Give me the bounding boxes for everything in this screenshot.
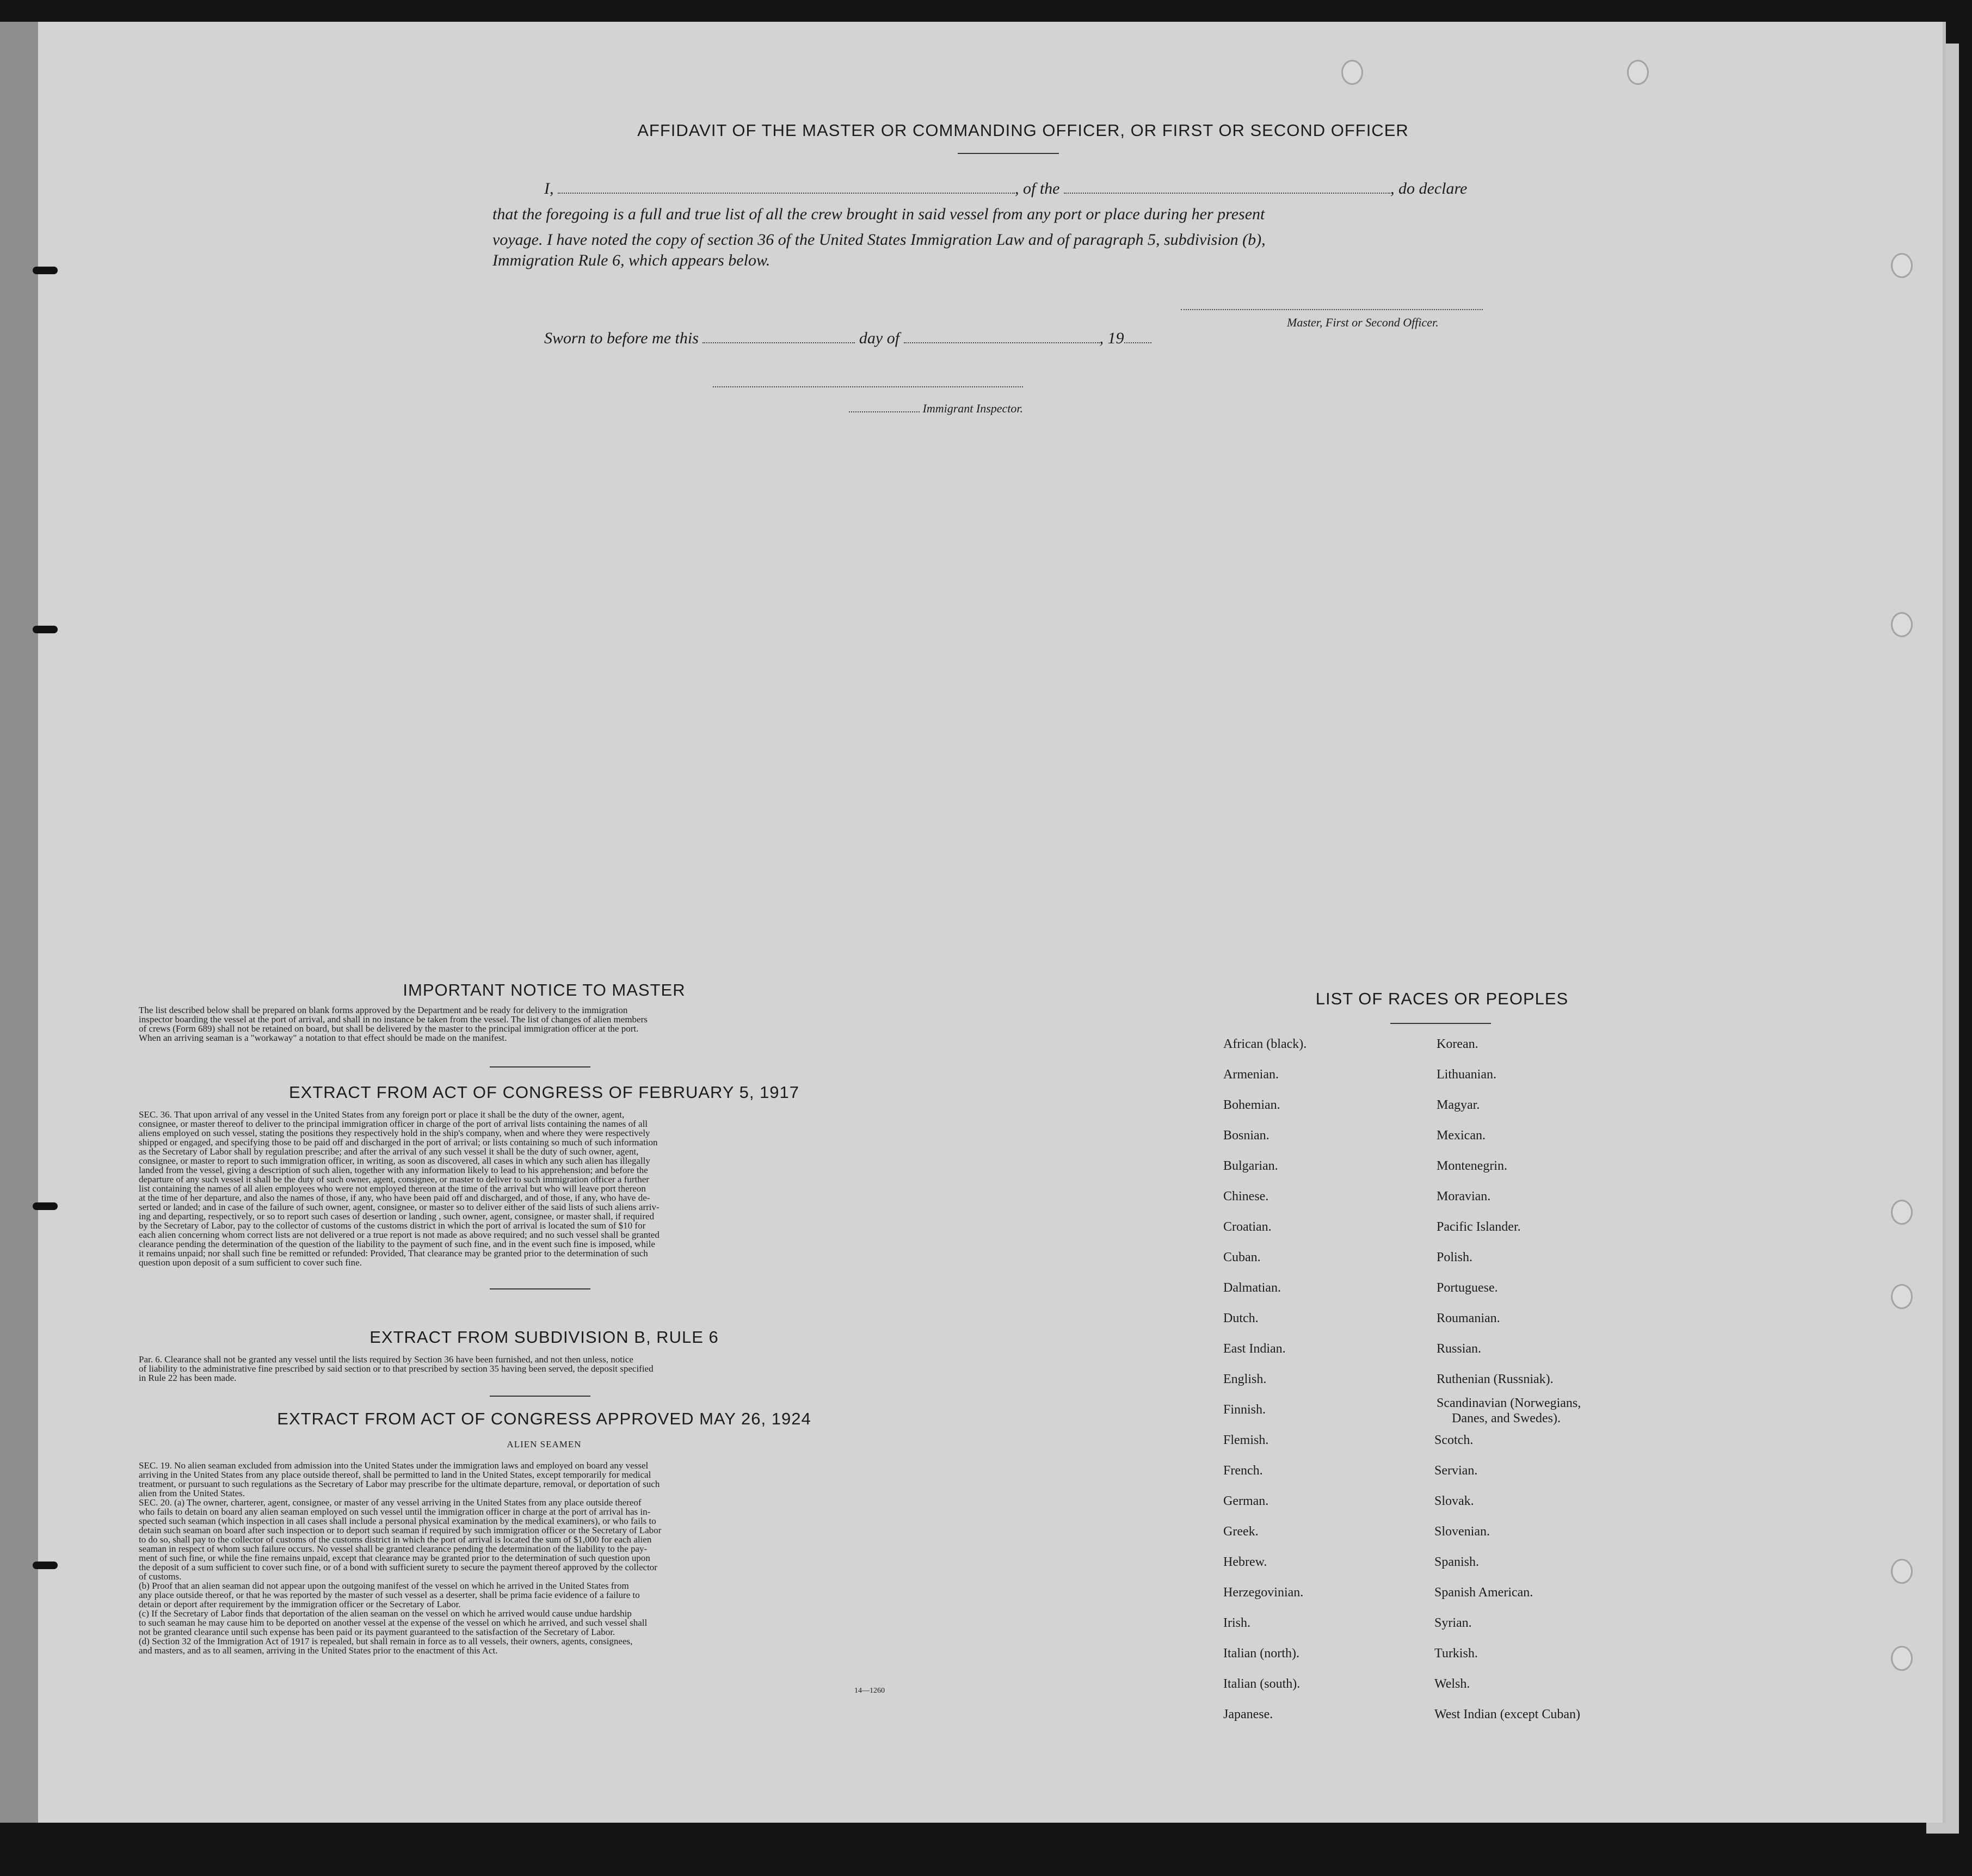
notice-line: inspector boarding the vessel at the port of arrival, and shall in no instance be taken from the vessel. The list of changes of alien members — [139, 1014, 648, 1025]
extract-line: not be granted clearance until such expense has been paid or its payment guaranteed to the satisfaction of the Secretary of Labor. — [139, 1627, 615, 1637]
race-item: Scandinavian (Norwegians, — [1437, 1396, 1581, 1410]
extract-1924-text — [139, 1461, 933, 1655]
extract-1924-title: EXTRACT FROM ACT OF CONGRESS APPROVED MAY 26, 1924 — [277, 1409, 811, 1428]
extract-line: clearance pending the determination of the question of the liability to the payment of such fine, and in the event such fine is imposed, while — [139, 1239, 655, 1249]
race-item: East Indian. — [1223, 1342, 1286, 1356]
race-item: Servian. — [1434, 1464, 1478, 1478]
race-item: Polish. — [1437, 1250, 1473, 1264]
race-item: Portuguese. — [1437, 1281, 1498, 1295]
extract-line: at the time of her departure, and also the names of those, if any, who have been paid off and discharged, and of those, if any, who have de- — [139, 1193, 650, 1203]
extract-line: detain such seaman on board after such inspection or to deport such seaman if required by such immigration officer or the Secretary of Labor — [139, 1525, 662, 1535]
race-item: Syrian. — [1434, 1616, 1472, 1630]
inspector-signature-line[interactable] — [713, 386, 1023, 387]
race-item: Slovak. — [1434, 1494, 1474, 1508]
race-item: English. — [1223, 1372, 1267, 1386]
extract-line: SEC. 20. (a) The owner, charterer, agent, consignee, or master of any vessel arriving in the United States from any place outside thereof — [139, 1497, 642, 1508]
race-item: Slovenian. — [1434, 1525, 1490, 1539]
punch-hole — [1891, 612, 1913, 637]
affidavit-line-4: Immigration Rule 6, which appears below. — [492, 251, 771, 269]
sworn-label: Sworn to before me this — [544, 329, 699, 347]
divider — [490, 1066, 590, 1067]
race-item: Flemish. — [1223, 1433, 1269, 1447]
affidavit-line-3: voyage. I have noted the copy of section 36 of the United States Immigration Law and of paragraph 5, subdivision (b), — [492, 231, 1266, 249]
race-item: Bohemian. — [1223, 1098, 1280, 1112]
extract-line: aliens employed on such vessel, stating the positions they respectively hold in the ship's company, when and where they were respectively — [139, 1128, 650, 1138]
race-item: Scotch. — [1434, 1433, 1474, 1447]
extract-line: in Rule 22 has been made. — [139, 1373, 237, 1383]
affidavit-title: AFFIDAVIT OF THE MASTER OR COMMANDING OFFICER, OR FIRST OR SECOND OFFICER — [637, 121, 1409, 140]
race-item: Dutch. — [1223, 1311, 1259, 1325]
extract-line: (d) Section 32 of the Immigration Act of 1917 is repealed, but shall remain in force as to all vessels, their owners, agents, consignees, — [139, 1636, 633, 1646]
extract-line: seaman in respect of whom such failure occurs. No vessel shall be granted clearance pending the determination of the liability to the pay- — [139, 1544, 648, 1554]
notice-title: IMPORTANT NOTICE TO MASTER — [403, 980, 686, 999]
punch-hole — [1891, 253, 1913, 278]
inspector-blank[interactable] — [849, 411, 920, 412]
extract-rule6-text — [139, 1355, 933, 1383]
affidavit-line-1 — [544, 180, 1535, 198]
race-item: Welsh. — [1434, 1677, 1470, 1691]
extract-line: and masters, and as to all seamen, arriving in the United States prior to the enactment of this Act. — [139, 1645, 498, 1656]
divider — [1390, 1023, 1491, 1024]
extract-line: treatment, or pursuant to such regulations as the Secretary of Labor may prescribe for the ultimate departure, removal, or deportation of such — [139, 1479, 660, 1489]
notice-line: The list described below shall be prepared on blank forms approved by the Department and be ready for delivery to the immigration — [139, 1005, 628, 1015]
extract-line: alien from the United States. — [139, 1488, 245, 1498]
race-item: Russian. — [1437, 1342, 1482, 1356]
extract-line: of customs. — [139, 1571, 182, 1582]
divider — [958, 153, 1059, 154]
month-blank[interactable] — [904, 342, 1100, 343]
race-item: Spanish. — [1434, 1555, 1480, 1569]
extract-line: to such seaman he may cause him to be deported on another vessel at the expense of the vessel on which he arrived, and such vessel shall — [139, 1618, 648, 1628]
notice-text — [139, 1005, 933, 1042]
extract-line: spected such seaman (which inspection in all cases shall include a personal physical examination by the medical examiners), or who fails to — [139, 1516, 656, 1526]
race-item: Armenian. — [1223, 1067, 1279, 1082]
race-item: Finnish. — [1223, 1403, 1266, 1417]
race-item: Lithuanian. — [1437, 1067, 1496, 1082]
race-item: Spanish American. — [1434, 1585, 1533, 1600]
divider — [490, 1396, 590, 1397]
race-item: Roumanian. — [1437, 1311, 1500, 1325]
binder-clip — [33, 267, 58, 274]
year-blank[interactable] — [1124, 342, 1151, 343]
race-item: West Indian (except Cuban) — [1434, 1707, 1580, 1721]
punch-hole — [1341, 60, 1363, 85]
race-item: Turkish. — [1434, 1646, 1478, 1661]
binding-strip — [0, 22, 38, 1823]
extract-line: detain or deport after requirement by the immigration officer or the Secretary of Labor. — [139, 1599, 461, 1609]
race-item: Chinese. — [1223, 1189, 1269, 1204]
race-item: Montenegrin. — [1437, 1159, 1507, 1173]
divider — [490, 1288, 590, 1289]
extract-line: who fails to detain on board any alien seaman employed on such vessel until the immigration officer in charge at the port of arrival has in- — [139, 1507, 651, 1517]
sworn-line — [544, 329, 1151, 348]
extract-line: ment of such fine, or while the fine remains unpaid, except that clearance may be granted prior to the determination of such question upon — [139, 1553, 650, 1563]
extract-line: of liability to the administrative fine prescribed by said section or to that prescribed by section 35 having been served, the deposit specified — [139, 1363, 654, 1374]
affidavit-line-2: that the foregoing is a full and true list of all the crew brought in said vessel from any port or place during her present — [492, 205, 1265, 223]
inspector-signature-label — [849, 402, 1023, 416]
i-label: I, — [544, 180, 554, 198]
punch-hole — [1891, 1284, 1913, 1309]
punch-hole — [1891, 1559, 1913, 1584]
extract-line: departure of any such vessel it shall be the duty of such owner, agent, consignee, or master to deliver to such immigration officer a further — [139, 1174, 649, 1184]
extract-line: (b) Proof that an alien seaman did not appear upon the outgoing manifest of the vessel on which he arrived in the United States from — [139, 1581, 629, 1591]
binder-clip — [33, 1202, 58, 1210]
of-the-label: , of the — [1015, 180, 1060, 198]
race-item: French. — [1223, 1464, 1263, 1478]
extract-1917-text — [139, 1110, 933, 1267]
extract-line: Par. 6. Clearance shall not be granted any vessel until the lists required by Section 36 have been furnished, and not then unless, notice — [139, 1354, 633, 1365]
extract-line: ing and departing, respectively, or so to report such cases of desertion or landing , such owner, agent, consignee, or master shall, if required — [139, 1211, 655, 1221]
extract-line: by the Secretary of Labor, pay to the collector of customs of the customs district in which the port of arrival is located the sum of $10 for — [139, 1220, 646, 1231]
do-declare-label: , do declare — [1390, 180, 1468, 198]
race-item: Korean. — [1437, 1037, 1478, 1051]
binder-clip — [33, 626, 58, 633]
vessel-blank[interactable] — [1064, 193, 1390, 194]
race-item: Cuban. — [1223, 1250, 1261, 1264]
form-number: 14—1260 — [854, 1687, 885, 1695]
race-item: African (black). — [1223, 1037, 1307, 1051]
extract-line: as the Secretary of Labor shall by regulation prescribe; and after the arrival of any such vessel it shall be the duty of such owner, agent, — [139, 1146, 639, 1157]
race-item: Bosnian. — [1223, 1128, 1270, 1143]
extract-line: to do so, shall pay to the collector of customs of the customs district in which the port of arrival is located the sum of $1,000 for each alien — [139, 1534, 652, 1545]
binder-clip — [33, 1562, 58, 1569]
extract-line: consignee, or master to report to such immigration officer, in writing, as soon as discovered, all cases in which any such alien has illegally — [139, 1156, 650, 1166]
race-item: Bulgarian. — [1223, 1159, 1278, 1173]
race-item: Moravian. — [1437, 1189, 1491, 1204]
extract-line: SEC. 36. That upon arrival of any vessel in the United States from any foreign port or place it shall be the duty of the owner, agent, — [139, 1109, 625, 1120]
race-item: Magyar. — [1437, 1098, 1480, 1112]
race-item: Herzegovinian. — [1223, 1585, 1304, 1600]
extract-line: (c) If the Secretary of Labor finds that deportation of the alien seaman on the vessel on which he arrived would cause undue hardship — [139, 1608, 632, 1619]
year-label: , 19 — [1099, 329, 1124, 347]
punch-hole — [1891, 1646, 1913, 1671]
extract-line: arriving in the United States from any place outside thereof, shall be permitted to land in the United States, except temporarily for medical — [139, 1470, 651, 1480]
extract-line: the deposit of a sum sufficient to cover such fine, or of a bond with sufficient surety to secure the payment thereof approved by the collector — [139, 1562, 657, 1572]
extract-line: serted or landed; and in case of the failure of such owner, agent, consignee, or master so to deliver either of the said lists of such aliens arriv- — [139, 1202, 660, 1212]
race-item: Croatian. — [1223, 1220, 1272, 1234]
extract-line: question upon deposit of a sum sufficient to cover such fine. — [139, 1257, 362, 1268]
master-signature-label: Master, First or Second Officer. — [1287, 316, 1439, 329]
notice-line: of crews (Form 689) shall not be retained on board, but shall be delivered by the master to the principal immigration officer at the port. — [139, 1023, 639, 1034]
race-item: Italian (north). — [1223, 1646, 1299, 1661]
name-blank[interactable] — [558, 193, 1015, 194]
extract-1917-title: EXTRACT FROM ACT OF CONGRESS OF FEBRUARY 5, 1917 — [288, 1083, 800, 1102]
extract-line: SEC. 19. No alien seaman excluded from admission into the United States under the immigration laws and employed on board any vessel — [139, 1460, 649, 1471]
race-item: German. — [1223, 1494, 1269, 1508]
races-title: LIST OF RACES OR PEOPLES — [1315, 989, 1569, 1008]
extract-line: landed from the vessel, giving a description of such alien, together with any information likely to lead to his apprehension; and before the — [139, 1165, 648, 1175]
extract-line: list containing the names of all alien employees who were not employed thereon at the time of the arrival but who will leave port thereon — [139, 1183, 646, 1194]
race-item: Greek. — [1223, 1525, 1259, 1539]
day-blank[interactable] — [702, 342, 855, 343]
notice-line: When an arriving seaman is a "workaway" a notation to that effect should be made on the manifest. — [139, 1033, 507, 1043]
race-item: Italian (south). — [1223, 1677, 1301, 1691]
punch-hole — [1891, 1200, 1913, 1225]
race-item: Mexican. — [1437, 1128, 1486, 1143]
alien-seamen-subtitle: ALIEN SEAMEN — [507, 1439, 582, 1449]
extract-line: any place outside thereof, or that he was reported by the master of such vessel as a deserter, shall be prima facie evidence of a failure to — [139, 1590, 640, 1600]
race-item: Irish. — [1223, 1616, 1250, 1630]
race-item: Ruthenian (Russniak). — [1437, 1372, 1554, 1386]
extract-line: shipped or engaged, and specifying those to be paid off and discharged in the port of arrival; or lists containing so much of such information — [139, 1137, 658, 1147]
race-item: Japanese. — [1223, 1707, 1273, 1721]
race-item: Pacific Islander. — [1437, 1220, 1521, 1234]
extract-line: it remains unpaid; nor shall such fine be remitted or refunded: Provided, That clearance may be granted prior to the determination of such — [139, 1248, 648, 1258]
race-item-continuation: Danes, and Swedes). — [1452, 1411, 1561, 1425]
race-item: Hebrew. — [1223, 1555, 1267, 1569]
master-signature-line[interactable] — [1181, 309, 1483, 310]
extract-line: consignee, or master thereof to deliver to the principal immigration officer in charge of the port of arrival lists containing the names of all — [139, 1119, 648, 1129]
day-of-label: day of — [859, 329, 900, 347]
extract-line: each alien concerning whom correct lists are not delivered or a true report is not made as above required; and no such vessel shall be granted — [139, 1230, 660, 1240]
inspector-label: Immigrant Inspector. — [922, 402, 1024, 415]
extract-rule6-title: EXTRACT FROM SUBDIVISION B, RULE 6 — [369, 1328, 719, 1347]
race-item: Dalmatian. — [1223, 1281, 1281, 1295]
punch-hole — [1627, 60, 1649, 85]
